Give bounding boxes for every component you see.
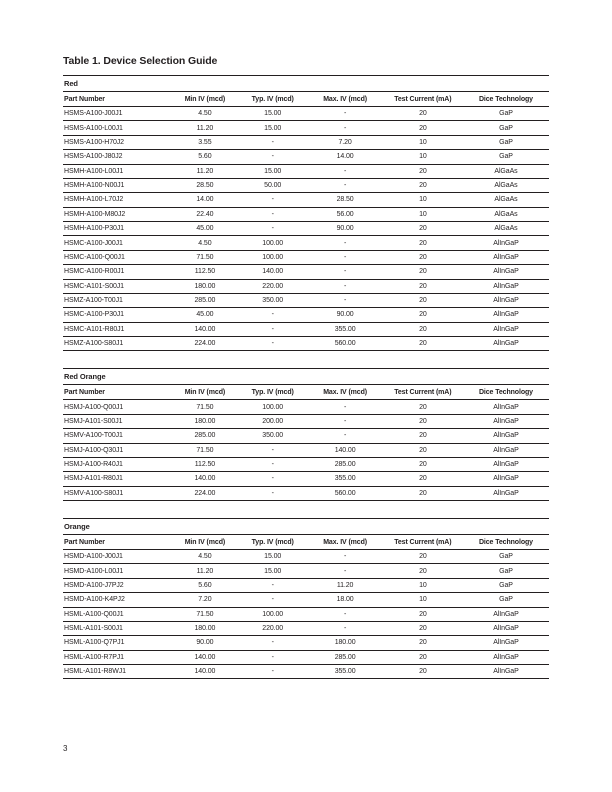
value-cell: 5.60 [172,150,238,164]
value-cell: 45.00 [172,222,238,236]
tables-container [63,75,549,679]
value-cell: - [238,207,307,221]
table-row [63,621,549,635]
value-cell: 140.00 [172,322,238,336]
column-header: Part Number [63,535,172,550]
value-cell: - [307,293,382,307]
value-cell: 100.00 [238,607,307,621]
column-header: Typ. IV (mcd) [238,92,307,107]
value-cell: 20 [383,650,463,664]
value-cell: 11.20 [307,578,382,592]
value-cell: GaP [463,107,549,121]
value-cell: 56.00 [307,207,382,221]
table-row [63,322,549,336]
value-cell: 220.00 [238,621,307,635]
value-cell: 140.00 [172,472,238,486]
value-cell: - [307,550,382,564]
device-selection-table [63,368,549,501]
table-row [63,414,549,428]
value-cell: 20 [383,107,463,121]
column-header: Dice Technology [463,385,549,400]
value-cell: - [307,265,382,279]
part-number-cell: HSMJ-A100-Q00J1 [63,400,172,414]
value-cell: 20 [383,472,463,486]
value-cell: AlInGaP [463,236,549,250]
section-title: Orange [63,519,549,535]
value-cell: 100.00 [238,250,307,264]
value-cell: AlInGaP [463,308,549,322]
table-row [63,593,549,607]
value-cell: 20 [383,308,463,322]
table-row [63,550,549,564]
value-cell: - [238,193,307,207]
part-number-cell: HSMD-A100-K4PJ2 [63,593,172,607]
column-header: Typ. IV (mcd) [238,535,307,550]
part-number-cell: HSMH-A100-N00J1 [63,178,172,192]
value-cell: - [238,593,307,607]
column-header: Min IV (mcd) [172,92,238,107]
table-row [63,564,549,578]
value-cell: 140.00 [172,650,238,664]
part-number-cell: HSMS-A100-L00J1 [63,121,172,135]
value-cell: - [307,178,382,192]
device-selection-table [63,75,549,351]
value-cell: 180.00 [172,414,238,428]
value-cell: 200.00 [238,414,307,428]
value-cell: AlInGaP [463,650,549,664]
value-cell: 20 [383,429,463,443]
table-row [63,636,549,650]
part-number-cell: HSMC-A101-R80J1 [63,322,172,336]
part-number-cell: HSMC-A100-Q00J1 [63,250,172,264]
value-cell: AlInGaP [463,279,549,293]
value-cell: - [307,607,382,621]
part-number-cell: HSMC-A100-R00J1 [63,265,172,279]
part-number-cell: HSMS-A100-J00J1 [63,107,172,121]
part-number-cell: HSMC-A100-P30J1 [63,308,172,322]
value-cell: 140.00 [307,443,382,457]
column-header: Min IV (mcd) [172,535,238,550]
value-cell: - [307,121,382,135]
value-cell: 90.00 [172,636,238,650]
value-cell: AlInGaP [463,414,549,428]
value-cell: AlInGaP [463,293,549,307]
value-cell: - [238,486,307,500]
value-cell: 355.00 [307,665,382,679]
section-title: Red [63,76,549,92]
column-header: Max. IV (mcd) [307,535,382,550]
value-cell: 20 [383,636,463,650]
value-cell: 112.50 [172,457,238,471]
part-number-cell: HSMJ-A101-R80J1 [63,472,172,486]
table-row [63,578,549,592]
value-cell: 20 [383,236,463,250]
part-number-cell: HSMC-A101-S00J1 [63,279,172,293]
value-cell: 20 [383,293,463,307]
column-header-row [63,92,549,107]
part-number-cell: HSMZ-A100-S80J1 [63,337,172,351]
value-cell: 355.00 [307,322,382,336]
part-number-cell: HSML-A101-R8WJ1 [63,665,172,679]
value-cell: - [307,564,382,578]
value-cell: 20 [383,486,463,500]
value-cell: 20 [383,550,463,564]
value-cell: GaP [463,150,549,164]
value-cell: 11.20 [172,164,238,178]
table-row [63,222,549,236]
value-cell: - [238,636,307,650]
part-number-cell: HSMD-A100-J7PJ2 [63,578,172,592]
column-header: Min IV (mcd) [172,385,238,400]
value-cell: 224.00 [172,337,238,351]
value-cell: 100.00 [238,400,307,414]
table-row [63,457,549,471]
value-cell: 20 [383,621,463,635]
value-cell: 71.50 [172,443,238,457]
value-cell: 350.00 [238,293,307,307]
part-number-cell: HSML-A100-R7PJ1 [63,650,172,664]
value-cell: 71.50 [172,250,238,264]
value-cell: 50.00 [238,178,307,192]
device-selection-table [63,518,549,679]
value-cell: 4.50 [172,107,238,121]
value-cell: GaP [463,578,549,592]
value-cell: 4.50 [172,236,238,250]
value-cell: 14.00 [172,193,238,207]
value-cell: AlGaAs [463,207,549,221]
value-cell: 20 [383,250,463,264]
table-row [63,337,549,351]
value-cell: 10 [383,578,463,592]
value-cell: 112.50 [172,265,238,279]
table-row [63,607,549,621]
value-cell: 11.20 [172,121,238,135]
table-row [63,178,549,192]
value-cell: 220.00 [238,279,307,293]
part-number-cell: HSML-A100-Q00J1 [63,607,172,621]
table-row [63,472,549,486]
value-cell: 355.00 [307,472,382,486]
value-cell: 15.00 [238,564,307,578]
value-cell: 15.00 [238,550,307,564]
value-cell: 285.00 [172,429,238,443]
value-cell: 10 [383,207,463,221]
table-row [63,236,549,250]
value-cell: 18.00 [307,593,382,607]
column-header: Max. IV (mcd) [307,385,382,400]
part-number-cell: HSMV-A100-S80J1 [63,486,172,500]
value-cell: 100.00 [238,236,307,250]
value-cell: - [307,236,382,250]
value-cell: 11.20 [172,564,238,578]
table-row [63,265,549,279]
table-row [63,486,549,500]
value-cell: 20 [383,121,463,135]
value-cell: 5.60 [172,578,238,592]
value-cell: 3.55 [172,135,238,149]
value-cell: - [238,443,307,457]
value-cell: 224.00 [172,486,238,500]
value-cell: 10 [383,593,463,607]
column-header: Typ. IV (mcd) [238,385,307,400]
value-cell: 560.00 [307,486,382,500]
part-number-cell: HSMJ-A100-R40J1 [63,457,172,471]
value-cell: 20 [383,607,463,621]
value-cell: AlGaAs [463,178,549,192]
column-header: Test Current (mA) [383,535,463,550]
table-row [63,293,549,307]
value-cell: GaP [463,564,549,578]
value-cell: GaP [463,550,549,564]
value-cell: 20 [383,337,463,351]
table-row [63,308,549,322]
value-cell: 7.20 [172,593,238,607]
value-cell: GaP [463,121,549,135]
column-header-row [63,535,549,550]
part-number-cell: HSMV-A100-T00J1 [63,429,172,443]
value-cell: 10 [383,135,463,149]
value-cell: 285.00 [307,650,382,664]
value-cell: - [307,250,382,264]
value-cell: 71.50 [172,607,238,621]
part-number-cell: HSMC-A100-J00J1 [63,236,172,250]
table-row [63,207,549,221]
value-cell: AlInGaP [463,443,549,457]
value-cell: 20 [383,457,463,471]
value-cell: 285.00 [307,457,382,471]
value-cell: 560.00 [307,337,382,351]
section-title: Red Orange [63,369,549,385]
value-cell: - [238,150,307,164]
value-cell: 20 [383,414,463,428]
table-row [63,135,549,149]
value-cell: 15.00 [238,121,307,135]
part-number-cell: HSML-A100-Q7PJ1 [63,636,172,650]
value-cell: 15.00 [238,107,307,121]
value-cell: - [307,107,382,121]
value-cell: AlInGaP [463,400,549,414]
value-cell: AlInGaP [463,486,549,500]
table-row [63,164,549,178]
value-cell: - [307,621,382,635]
value-cell: AlInGaP [463,250,549,264]
value-cell: - [307,164,382,178]
value-cell: - [238,308,307,322]
value-cell: 20 [383,665,463,679]
value-cell: 350.00 [238,429,307,443]
column-header: Part Number [63,385,172,400]
value-cell: 180.00 [172,621,238,635]
value-cell: AlGaAs [463,164,549,178]
section-header-row [63,519,549,535]
value-cell: AlGaAs [463,222,549,236]
value-cell: AlInGaP [463,322,549,336]
value-cell: - [238,472,307,486]
value-cell: - [307,429,382,443]
value-cell: 10 [383,150,463,164]
value-cell: AlInGaP [463,665,549,679]
value-cell: 20 [383,400,463,414]
page-number: 3 [63,744,68,753]
value-cell: 45.00 [172,308,238,322]
value-cell: 20 [383,443,463,457]
value-cell: AlInGaP [463,621,549,635]
table-row [63,429,549,443]
part-number-cell: HSMD-A100-L00J1 [63,564,172,578]
column-header: Part Number [63,92,172,107]
value-cell: - [238,457,307,471]
table-title: Table 1. Device Selection Guide [63,55,218,67]
value-cell: AlInGaP [463,337,549,351]
value-cell: 180.00 [172,279,238,293]
column-header: Dice Technology [463,92,549,107]
section-header-row [63,76,549,92]
value-cell: 7.20 [307,135,382,149]
part-number-cell: HSML-A101-S00J1 [63,621,172,635]
table-row [63,279,549,293]
value-cell: - [238,578,307,592]
column-header: Max. IV (mcd) [307,92,382,107]
table-row [63,193,549,207]
value-cell: - [238,337,307,351]
value-cell: GaP [463,135,549,149]
value-cell: 90.00 [307,308,382,322]
value-cell: GaP [463,593,549,607]
part-number-cell: HSMH-A100-P30J1 [63,222,172,236]
column-header: Test Current (mA) [383,92,463,107]
value-cell: 28.50 [307,193,382,207]
value-cell: AlInGaP [463,636,549,650]
value-cell: - [307,414,382,428]
part-number-cell: HSMJ-A101-S00J1 [63,414,172,428]
value-cell: - [238,322,307,336]
value-cell: 20 [383,222,463,236]
part-number-cell: HSMJ-A100-Q30J1 [63,443,172,457]
part-number-cell: HSMH-A100-L70J2 [63,193,172,207]
part-number-cell: HSMS-A100-H70J2 [63,135,172,149]
value-cell: 71.50 [172,400,238,414]
table-row [63,150,549,164]
part-number-cell: HSMH-A100-L00J1 [63,164,172,178]
part-number-cell: HSMZ-A100-T00J1 [63,293,172,307]
value-cell: AlGaAs [463,193,549,207]
part-number-cell: HSMD-A100-J00J1 [63,550,172,564]
value-cell: 14.00 [307,150,382,164]
value-cell: 20 [383,279,463,293]
value-cell: - [238,650,307,664]
value-cell: - [307,400,382,414]
table-row [63,443,549,457]
column-header: Test Current (mA) [383,385,463,400]
value-cell: AlInGaP [463,265,549,279]
column-header: Dice Technology [463,535,549,550]
value-cell: AlInGaP [463,429,549,443]
value-cell: 140.00 [172,665,238,679]
table-row [63,400,549,414]
value-cell: AlInGaP [463,607,549,621]
value-cell: 140.00 [238,265,307,279]
value-cell: 22.40 [172,207,238,221]
value-cell: - [238,665,307,679]
part-number-cell: HSMS-A100-J80J2 [63,150,172,164]
value-cell: 90.00 [307,222,382,236]
value-cell: AlInGaP [463,472,549,486]
value-cell: AlInGaP [463,457,549,471]
value-cell: - [238,135,307,149]
value-cell: 20 [383,178,463,192]
table-row [63,121,549,135]
part-number-cell: HSMH-A100-M80J2 [63,207,172,221]
value-cell: 20 [383,265,463,279]
value-cell: 20 [383,164,463,178]
value-cell: 180.00 [307,636,382,650]
value-cell: 285.00 [172,293,238,307]
value-cell: - [307,279,382,293]
value-cell: 20 [383,564,463,578]
table-row [63,650,549,664]
column-header-row [63,385,549,400]
table-row [63,250,549,264]
value-cell: 28.50 [172,178,238,192]
table-row [63,665,549,679]
value-cell: 20 [383,322,463,336]
value-cell: 15.00 [238,164,307,178]
section-header-row [63,369,549,385]
value-cell: 4.50 [172,550,238,564]
value-cell: 10 [383,193,463,207]
table-row [63,107,549,121]
value-cell: - [238,222,307,236]
page-content [63,55,549,696]
